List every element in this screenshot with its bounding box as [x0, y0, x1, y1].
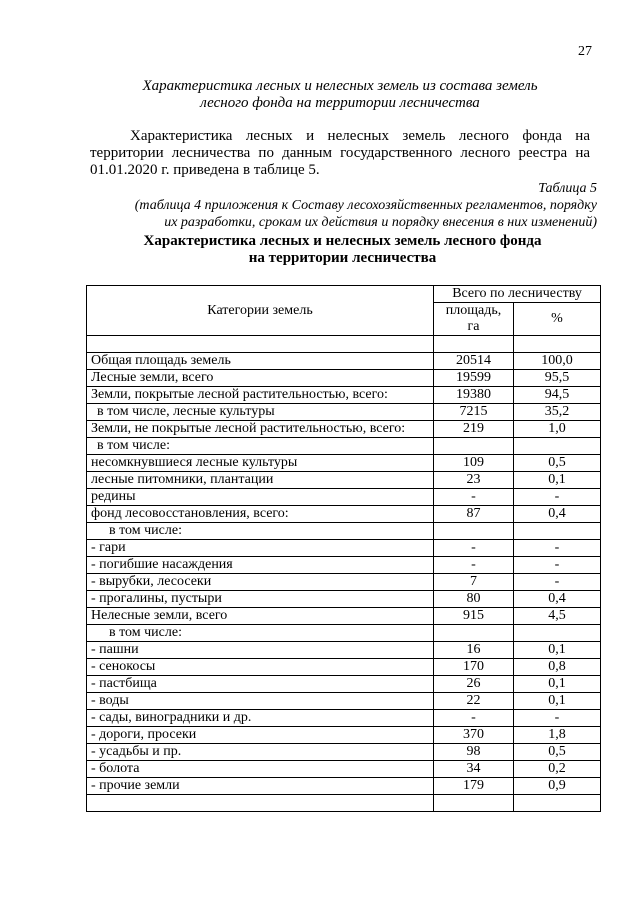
row-label: лесные питомники, плантации — [87, 472, 434, 489]
row-percent: 0,2 — [514, 761, 601, 778]
row-percent: 0,5 — [514, 744, 601, 761]
table-row — [87, 659, 601, 676]
row-percent — [514, 438, 601, 455]
row-percent: 100,0 — [514, 353, 601, 370]
row-percent: 35,2 — [514, 404, 601, 421]
spacer-cell — [87, 336, 434, 353]
row-percent: 0,1 — [514, 472, 601, 489]
row-label: в том числе, лесные культуры — [87, 404, 434, 421]
row-percent: 1,0 — [514, 421, 601, 438]
row-percent: 94,5 — [514, 387, 601, 404]
page-number: 27 — [578, 44, 592, 59]
row-label: фонд лесовосстановления, всего: — [87, 506, 434, 523]
table-row — [87, 387, 601, 404]
row-area: 26 — [434, 676, 514, 693]
table-row — [87, 591, 601, 608]
row-percent: - — [514, 489, 601, 506]
intro-paragraph-text: Характеристика лесных и нелесных земель лесного фонда на территории лесничества по данным государственного лесного реестра на 01.01.2020 г. приведена в таблице 5. — [90, 128, 590, 178]
row-area: 7 — [434, 574, 514, 591]
row-area: - — [434, 489, 514, 506]
table-row — [87, 421, 601, 438]
table-reference-line: (таблица 4 приложения к Составу лесохозяйственных регламентов, порядку — [134, 198, 597, 213]
row-label: Земли, покрытые лесной растительностью, всего: — [87, 387, 434, 404]
table-title — [60, 233, 625, 267]
row-area: 370 — [434, 727, 514, 744]
row-percent: 0,9 — [514, 778, 601, 795]
row-label: в том числе: — [87, 523, 434, 540]
table-row — [87, 778, 601, 795]
table-row — [87, 625, 601, 642]
row-label: - дороги, просеки — [87, 727, 434, 744]
row-percent: 95,5 — [514, 370, 601, 387]
row-area: 20514 — [434, 353, 514, 370]
table-row — [87, 438, 601, 455]
row-area: 98 — [434, 744, 514, 761]
table-row — [87, 353, 601, 370]
row-label: в том числе: — [87, 625, 434, 642]
row-label: - вырубки, лесосеки — [87, 574, 434, 591]
row-label: - болота — [87, 761, 434, 778]
empty-cell — [87, 795, 434, 812]
header-area — [434, 303, 514, 336]
table-row — [87, 642, 601, 659]
table-row — [87, 710, 601, 727]
table-row — [87, 574, 601, 591]
row-label: - сады, виноградники и др. — [87, 710, 434, 727]
header-area-line: площадь, — [445, 303, 502, 318]
row-area: - — [434, 710, 514, 727]
row-area: 34 — [434, 761, 514, 778]
intro-paragraph — [90, 128, 590, 179]
row-label: редины — [87, 489, 434, 506]
row-label: - прочие земли — [87, 778, 434, 795]
row-percent: - — [514, 710, 601, 727]
table-row — [87, 744, 601, 761]
row-area: 22 — [434, 693, 514, 710]
table-row — [87, 506, 601, 523]
header-percent: % — [514, 303, 601, 336]
section-title — [60, 78, 620, 112]
row-percent: 1,8 — [514, 727, 601, 744]
row-label: - погибшие насаждения — [87, 557, 434, 574]
row-percent: 0,1 — [514, 693, 601, 710]
row-area: - — [434, 540, 514, 557]
row-area — [434, 438, 514, 455]
header-total: Всего по лесничеству — [434, 286, 601, 303]
row-percent: 0,4 — [514, 506, 601, 523]
section-title-line: Характеристика лесных и нелесных земель из состава земель — [142, 78, 538, 94]
table-reference-line: их разработки, срокам их действия и порядку внесения в них изменений) — [164, 215, 597, 230]
land-categories-table — [86, 285, 601, 812]
row-area: 19380 — [434, 387, 514, 404]
row-label: - воды — [87, 693, 434, 710]
row-area: 179 — [434, 778, 514, 795]
row-percent: - — [514, 557, 601, 574]
row-label: - прогалины, пустыри — [87, 591, 434, 608]
row-label: Лесные земли, всего — [87, 370, 434, 387]
table-row — [87, 761, 601, 778]
row-label: - гари — [87, 540, 434, 557]
header-area-line: га — [467, 319, 480, 334]
row-area: 16 — [434, 642, 514, 659]
row-area — [434, 523, 514, 540]
table-row — [87, 472, 601, 489]
row-percent — [514, 625, 601, 642]
row-percent: 0,1 — [514, 642, 601, 659]
table-title-line: Характеристика лесных и нелесных земель лесного фонда — [143, 233, 542, 249]
table-row — [87, 523, 601, 540]
row-label: в том числе: — [87, 438, 434, 455]
table-row — [87, 540, 601, 557]
row-label: Нелесные земли, всего — [87, 608, 434, 625]
header-category: Категории земель — [87, 286, 434, 336]
table-row — [87, 489, 601, 506]
table-row — [87, 727, 601, 744]
row-area: 170 — [434, 659, 514, 676]
row-area: 219 — [434, 421, 514, 438]
row-percent: 0,8 — [514, 659, 601, 676]
row-label: - пастбища — [87, 676, 434, 693]
row-label: Земли, не покрытые лесной растительностью, всего: — [87, 421, 434, 438]
table-row — [87, 608, 601, 625]
empty-cell — [434, 795, 514, 812]
row-area: 7215 — [434, 404, 514, 421]
empty-cell — [514, 795, 601, 812]
row-percent — [514, 523, 601, 540]
spacer-cell — [434, 336, 514, 353]
row-area: 23 — [434, 472, 514, 489]
table-row — [87, 370, 601, 387]
row-area: 19599 — [434, 370, 514, 387]
row-percent: - — [514, 574, 601, 591]
row-percent: 4,5 — [514, 608, 601, 625]
table-body — [87, 353, 601, 795]
row-label: Общая площадь земель — [87, 353, 434, 370]
row-label: - пашни — [87, 642, 434, 659]
table-row — [87, 455, 601, 472]
row-percent: 0,1 — [514, 676, 601, 693]
row-percent: - — [514, 540, 601, 557]
table-row — [87, 693, 601, 710]
table-title-line: на территории лесничества — [248, 250, 437, 266]
row-label: несомкнувшиеся лесные культуры — [87, 455, 434, 472]
table-row — [87, 404, 601, 421]
row-percent: 0,4 — [514, 591, 601, 608]
table-caption — [60, 180, 597, 231]
row-area: 109 — [434, 455, 514, 472]
row-percent: 0,5 — [514, 455, 601, 472]
spacer-cell — [514, 336, 601, 353]
row-area: 915 — [434, 608, 514, 625]
row-area: 80 — [434, 591, 514, 608]
section-title-line: лесного фонда на территории лесничества — [200, 95, 480, 111]
row-area: 87 — [434, 506, 514, 523]
row-label: - усадьбы и пр. — [87, 744, 434, 761]
table-number: Таблица 5 — [538, 181, 597, 196]
row-area: - — [434, 557, 514, 574]
table-row — [87, 676, 601, 693]
row-label: - сенокосы — [87, 659, 434, 676]
table-row — [87, 557, 601, 574]
row-area — [434, 625, 514, 642]
